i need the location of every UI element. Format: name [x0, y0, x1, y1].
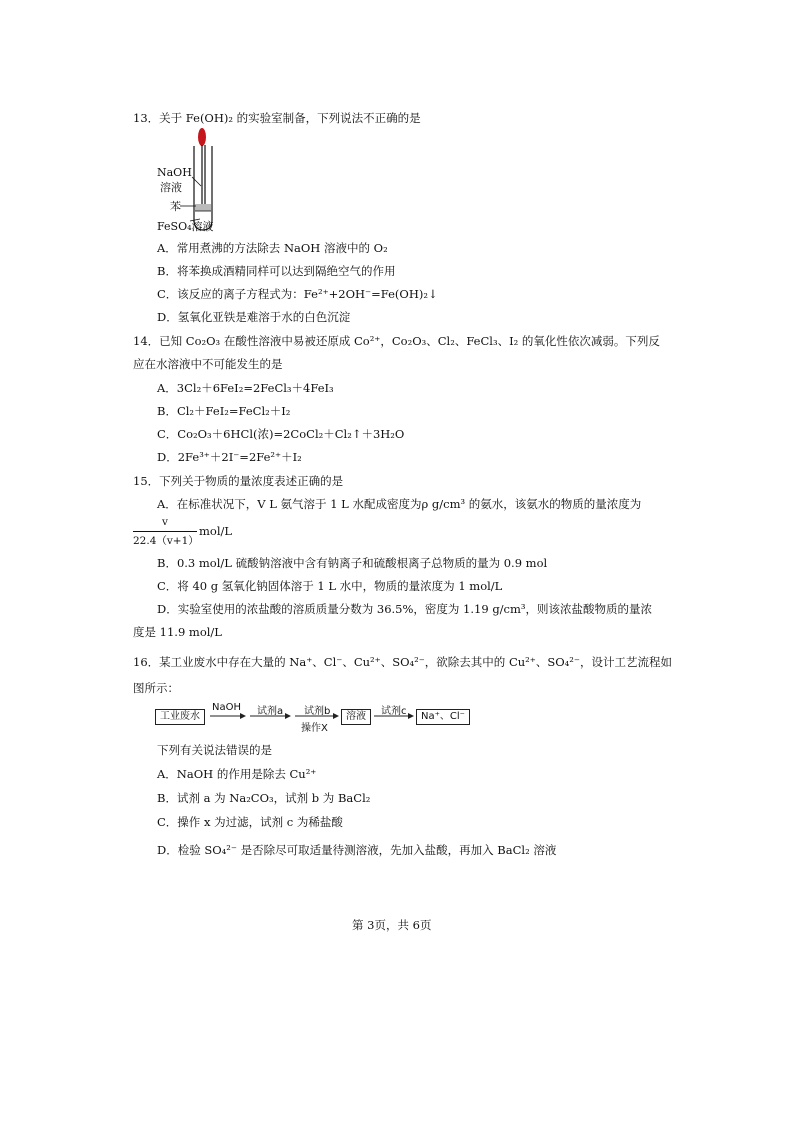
flow-diagram — [155, 702, 475, 736]
q16-stem-line2: 图所示： — [133, 681, 179, 695]
q15-fraction-denominator: 22.4（v+1） — [133, 535, 199, 547]
fig-label-naoh: NaOH — [157, 166, 192, 179]
q15-option-a-unit: mol/L — [199, 524, 233, 538]
flow-box-product: Na⁺、Cl⁻ — [416, 709, 470, 725]
q14-option-c: C．Co₂O₃＋6HCl(浓)=2CoCl₂＋Cl₂↑＋3H₂O — [157, 427, 405, 441]
q15-option-c: C．将 40 g 氢氧化钠固体溶于 1 L 水中，物质的量浓度为 1 mol/L — [157, 579, 503, 593]
q14-option-d: D．2Fe³⁺＋2I⁻=2Fe²⁺＋I₂ — [157, 450, 302, 464]
flow-box-wastewater: 工业废水 — [155, 709, 205, 725]
flow-label-naoh: NaOH — [212, 702, 241, 713]
q16-option-a: A．NaOH 的作用是除去 Cu²⁺ — [157, 767, 317, 781]
q15-fraction-bar — [133, 531, 197, 532]
flow-label-reagent-a: 试剂a — [257, 706, 284, 717]
q14-stem-line1: 14．已知 Co₂O₃ 在酸性溶液中易被还原成 Co²⁺，Co₂O₃、Cl₂、FeCl₃、I₂ 的氧化性依次减弱。下列反 — [133, 334, 660, 348]
q13-stem: 13．关于 Fe(OH)₂ 的实验室制备，下列说法不正确的是 — [133, 111, 421, 125]
q13-option-a: A．常用煮沸的方法除去 NaOH 溶液中的 O₂ — [157, 241, 388, 255]
q15-fraction-numerator: v — [162, 516, 168, 528]
q13-option-c: C．该反应的离子方程式为：Fe²⁺+2OH⁻=Fe(OH)₂↓ — [157, 287, 438, 301]
q16-option-b: B．试剂 a 为 Na₂CO₃，试剂 b 为 BaCl₂ — [157, 791, 371, 805]
q13-option-b: B．将苯换成酒精同样可以达到隔绝空气的作用 — [157, 264, 396, 278]
q16-stem-line1: 16．某工业废水中存在大量的 Na⁺、Cl⁻、Cu²⁺、SO₄²⁻，欲除去其中的 Cu²⁺、SO₄²⁻，设计工艺流程如 — [133, 655, 672, 669]
q15-option-b: B．0.3 mol/L 硫酸钠溶液中含有钠离子和硫酸根离子总物质的量为 0.9 mol — [157, 556, 548, 570]
fig-label-benzene: 苯 — [170, 200, 181, 213]
flow-label-reagent-b: 试剂b — [304, 706, 331, 717]
q15-option-a-line1: A．在标准状况下，V L 氨气溶于 1 L 水配成密度为ρ g/cm³ 的氨水，该氨水的物质的量浓度为 — [157, 497, 642, 511]
q15-option-d-line1: D．实验室使用的浓盐酸的溶质质量分数为 36.5%，密度为 1.19 g/cm³，则该浓盐酸物质的量浓 — [157, 602, 653, 616]
q14-stem-line2: 应在水溶液中不可能发生的是 — [133, 357, 283, 371]
q16-question: 下列有关说法错误的是 — [157, 743, 272, 757]
q15-option-d-line2: 度是 11.9 mol/L — [133, 625, 222, 639]
q16-option-d: D．检验 SO₄²⁻ 是否除尽可取适量待测溶液，先加入盐酸，再加入 BaCl₂ 溶液 — [157, 843, 557, 857]
fig-label-solution: 溶液 — [160, 181, 182, 194]
test-tube — [194, 146, 212, 230]
q16-option-c: C．操作 x 为过滤，试剂 c 为稀盐酸 — [157, 815, 343, 829]
fig-label-feso4: FeSO₄溶液 — [157, 220, 214, 233]
flow-label-operation-x: 操作X — [301, 723, 328, 734]
flow-box-solution: 溶液 — [341, 709, 371, 725]
q14-option-a: A．3Cl₂＋6FeI₂=2FeCl₃＋4FeI₃ — [157, 381, 334, 395]
q14-option-b: B．Cl₂＋FeI₂=FeCl₂＋I₂ — [157, 404, 291, 418]
flow-label-reagent-c: 试剂c — [381, 706, 407, 717]
q13-option-d: D．氢氧化亚铁是难溶于水的白色沉淀 — [157, 310, 351, 324]
q15-stem: 15．下列关于物质的量浓度表述正确的是 — [133, 474, 344, 488]
page-footer: 第 3页，共 6页 — [352, 918, 432, 932]
dropper-bulb — [198, 128, 206, 146]
